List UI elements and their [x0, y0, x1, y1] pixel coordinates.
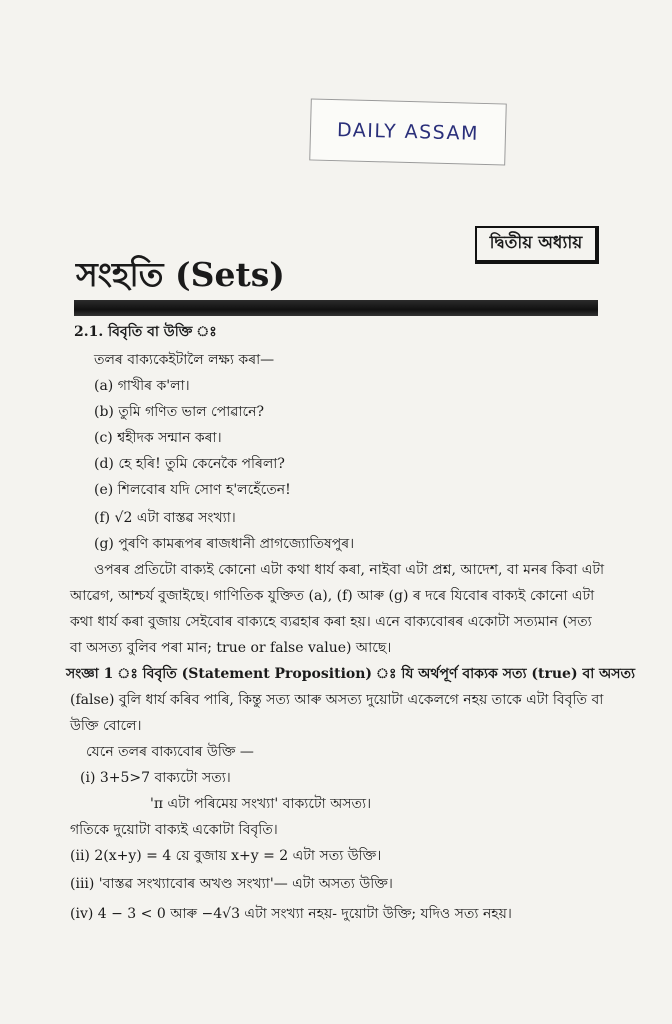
section-heading: 2.1. বিবৃতি বা উক্তি ঃ: [74, 324, 217, 340]
paragraph-line: আৱেগ, আশ্চৰ্য বুজাইছে। গাণিতিক যুক্তিত (a), (f) আৰু (g) ৰ দৰে যিবোৰ বাক্যই কোনো এটা: [70, 588, 595, 604]
example-b: (b) তুমি গণিত ভাল পোৱানে?: [94, 404, 265, 420]
example-e: (e) শিলবোৰ যদি সোণ হ'লহেঁতেন!: [94, 482, 291, 498]
intro-text: তলৰ বাক্যকেইটালৈ লক্ষ্য কৰা—: [94, 352, 275, 368]
paragraph-line: বা অসত্য বুলিব পৰা মান; true or false value) আছে।: [70, 640, 392, 656]
example2-ii: (ii) 2(x+y) = 4 য়ে বুজায় x+y = 2 এটা সত্য উক্তি।: [70, 848, 382, 864]
title-rule: [74, 300, 598, 316]
example2-pi: 'π এটা পৰিমেয় সংখ্যা' বাক্যটো অসত্য।: [150, 796, 372, 812]
paragraph-line: ওপৰৰ প্ৰতিটো বাক্যই কোনো এটা কথা ধাৰ্য কৰা, নাইবা এটা প্ৰশ্ন, আদেশ, বা মনৰ কিবা এটা: [94, 562, 605, 578]
definition-line: সংজ্ঞা 1 ঃ বিবৃতি (Statement Proposition) ঃ যি অৰ্থপূৰ্ণ বাক্যক সত্য (true) বা অসত্য: [66, 666, 636, 682]
example2-iv: (iv) 4 − 3 < 0 আৰু −4√3 এটা সংখ্যা নহয়- দুয়োটা উক্তি; যদিও সত্য নহয়।: [70, 906, 512, 922]
paragraph-line: কথা ধাৰ্য কৰা বুজায় সেইবোৰ বাক্যহে ব্যৱহাৰ কৰা হয়। এনে বাক্যবোৰৰ একোটা সত্যমান (সত্য: [70, 614, 592, 630]
example-g: (g) পুৰণি কামৰূপৰ ৰাজধানী প্ৰাগজ্যোতিষপুৰ।: [94, 536, 355, 552]
daily-assam-stamp: DAILY ASSAM: [309, 98, 507, 165]
page-title: সংহতি (Sets): [76, 255, 285, 294]
example-a: (a) গাখীৰ ক'লা।: [94, 378, 190, 394]
example2-iii: (iii) 'বাস্তৱ সংখ্যাবোৰ অখণ্ড সংখ্যা'— এটা অসত্য উক্তি।: [70, 876, 393, 892]
example2-i: (i) 3+5>7 বাক্যটো সত্য।: [80, 770, 231, 786]
example2-note: গতিকে দুয়োটা বাক্যই একোটা বিবৃতি।: [70, 822, 278, 838]
examples2-intro: যেনে তলৰ বাক্যবোৰ উক্তি —: [86, 744, 254, 760]
example-f: (f) √2 এটা বাস্তৱ সংখ্যা।: [94, 510, 236, 526]
example-c: (c) শ্বহীদক সন্মান কৰা।: [94, 430, 222, 446]
chapter-label: দ্বিতীয় অধ্যায়: [475, 226, 599, 264]
definition-line: উক্তি বোলে।: [70, 718, 142, 734]
example-d: (d) হে হৰি! তুমি কেনেকৈ পৰিলা?: [94, 456, 285, 472]
definition-line: (false) বুলি ধাৰ্য কৰিব পাৰি, কিন্তু সত্য আৰু অসত্য দুয়োটা একেলগে নহয় তাকে এটা বিবৃতি বা: [70, 692, 604, 708]
